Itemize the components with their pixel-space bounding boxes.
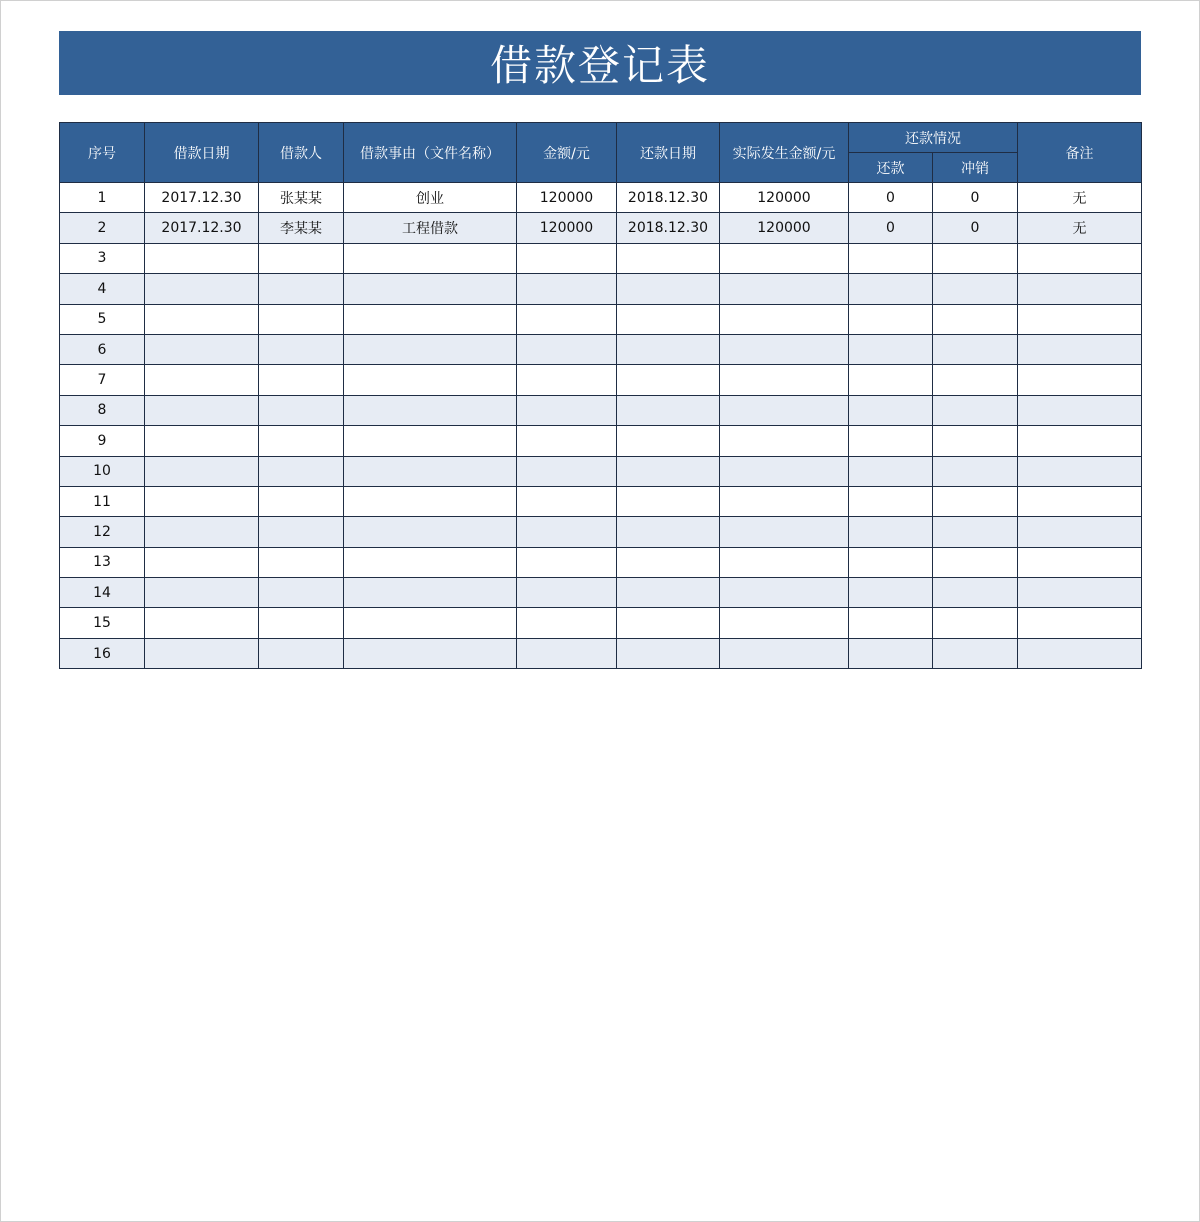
cell-remarks[interactable] [1018,547,1142,577]
cell-loan-date[interactable] [145,456,259,486]
cell-repay-date[interactable] [617,638,720,668]
cell-loan-date[interactable] [145,334,259,364]
cell-reason[interactable] [344,578,517,608]
cell-repay-date[interactable] [617,426,720,456]
cell-reason[interactable] [344,608,517,638]
cell-remarks[interactable] [1018,334,1142,364]
cell-amount[interactable] [517,638,617,668]
cell-repay-date[interactable]: 2018.12.30 [617,183,720,213]
cell-repay-date[interactable] [617,395,720,425]
cell-remarks[interactable] [1018,578,1142,608]
table-row [60,547,1142,577]
cell-repay[interactable] [849,456,933,486]
cell-reason[interactable] [344,243,517,273]
cell-remarks[interactable] [1018,395,1142,425]
cell-repay-date[interactable] [617,365,720,395]
cell-actual-amount[interactable] [720,547,849,577]
cell-borrower[interactable] [259,486,344,516]
cell-reason[interactable]: 创业 [344,183,517,213]
cell-loan-date[interactable] [145,243,259,273]
cell-repay-date[interactable] [617,304,720,334]
cell-remarks[interactable]: 无 [1018,213,1142,243]
cell-borrower[interactable] [259,395,344,425]
cell-amount[interactable] [517,365,617,395]
table-row [60,456,1142,486]
cell-actual-amount[interactable] [720,426,849,456]
cell-seq[interactable]: 8 [60,395,145,425]
cell-actual-amount[interactable] [720,395,849,425]
cell-remarks[interactable] [1018,274,1142,304]
table-row [60,638,1142,668]
cell-reason[interactable] [344,274,517,304]
cell-loan-date[interactable] [145,426,259,456]
cell-borrower[interactable] [259,426,344,456]
header-loan-date: 借款日期 [145,123,259,183]
cell-amount[interactable] [517,243,617,273]
cell-loan-date[interactable] [145,608,259,638]
cell-loan-date[interactable] [145,486,259,516]
cell-borrower[interactable] [259,517,344,547]
cell-offset[interactable] [933,578,1018,608]
cell-reason[interactable] [344,638,517,668]
header-repay-status: 还款情况 [849,123,1018,153]
cell-offset[interactable] [933,243,1018,273]
cell-amount[interactable] [517,578,617,608]
table-row [60,608,1142,638]
cell-repay[interactable] [849,395,933,425]
cell-actual-amount[interactable] [720,334,849,364]
cell-remarks[interactable] [1018,243,1142,273]
cell-offset[interactable] [933,395,1018,425]
cell-reason[interactable] [344,486,517,516]
cell-repay-date[interactable] [617,334,720,364]
cell-amount[interactable] [517,304,617,334]
header-borrower: 借款人 [259,123,344,183]
cell-amount[interactable] [517,334,617,364]
cell-amount[interactable] [517,274,617,304]
header-seq: 序号 [60,123,145,183]
cell-seq[interactable]: 15 [60,608,145,638]
table-row [60,365,1142,395]
cell-actual-amount[interactable] [720,486,849,516]
cell-borrower[interactable] [259,547,344,577]
cell-seq[interactable]: 5 [60,304,145,334]
cell-loan-date[interactable] [145,547,259,577]
cell-seq[interactable]: 2 [60,213,145,243]
cell-offset[interactable] [933,365,1018,395]
cell-seq[interactable]: 12 [60,517,145,547]
cell-amount[interactable] [517,486,617,516]
header-actual-amount: 实际发生金额/元 [720,123,849,183]
cell-actual-amount[interactable] [720,243,849,273]
cell-actual-amount[interactable]: 120000 [720,183,849,213]
cell-actual-amount[interactable] [720,578,849,608]
cell-seq[interactable]: 6 [60,334,145,364]
cell-remarks[interactable] [1018,365,1142,395]
cell-repay-date[interactable] [617,456,720,486]
table-header [60,123,1142,183]
cell-seq[interactable]: 11 [60,486,145,516]
cell-repay-date[interactable] [617,243,720,273]
cell-actual-amount[interactable] [720,638,849,668]
cell-loan-date[interactable] [145,304,259,334]
cell-offset[interactable] [933,608,1018,638]
cell-reason[interactable] [344,456,517,486]
header-repay-date: 还款日期 [617,123,720,183]
table-row [60,426,1142,456]
cell-amount[interactable] [517,456,617,486]
cell-repay[interactable] [849,274,933,304]
cell-seq[interactable]: 14 [60,578,145,608]
cell-repay[interactable] [849,608,933,638]
cell-reason[interactable] [344,334,517,364]
cell-remarks[interactable] [1018,638,1142,668]
cell-borrower[interactable] [259,304,344,334]
header-offset: 冲销 [933,153,1018,183]
cell-borrower[interactable] [259,578,344,608]
cell-seq[interactable]: 3 [60,243,145,273]
cell-repay[interactable] [849,365,933,395]
cell-borrower[interactable] [259,608,344,638]
cell-amount[interactable] [517,517,617,547]
cell-offset[interactable] [933,486,1018,516]
cell-reason[interactable] [344,365,517,395]
cell-loan-date[interactable]: 2017.12.30 [145,183,259,213]
cell-seq[interactable]: 10 [60,456,145,486]
cell-remarks[interactable]: 无 [1018,183,1142,213]
loan-register-table [59,122,1142,669]
cell-repay[interactable] [849,638,933,668]
cell-loan-date[interactable] [145,274,259,304]
cell-reason[interactable]: 工程借款 [344,213,517,243]
table-row [60,213,1142,243]
cell-loan-date[interactable] [145,365,259,395]
cell-borrower[interactable] [259,274,344,304]
cell-offset[interactable] [933,426,1018,456]
cell-repay-date[interactable]: 2018.12.30 [617,213,720,243]
page-title: 借款登记表 [489,41,710,90]
cell-amount[interactable] [517,608,617,638]
header-repay: 还款 [849,153,933,183]
cell-actual-amount[interactable] [720,517,849,547]
cell-borrower[interactable]: 李某某 [259,213,344,243]
cell-repay[interactable] [849,243,933,273]
table-row [60,183,1142,213]
cell-repay[interactable] [849,334,933,364]
cell-reason[interactable] [344,547,517,577]
cell-repay-date[interactable] [617,517,720,547]
cell-repay[interactable]: 0 [849,183,933,213]
table-row [60,395,1142,425]
cell-amount[interactable] [517,395,617,425]
table-row [60,486,1142,516]
cell-amount[interactable] [517,547,617,577]
cell-repay-date[interactable] [617,274,720,304]
cell-loan-date[interactable] [145,395,259,425]
title-banner [59,31,1141,95]
cell-actual-amount[interactable] [720,608,849,638]
cell-repay[interactable] [849,517,933,547]
cell-seq[interactable]: 4 [60,274,145,304]
cell-remarks[interactable] [1018,456,1142,486]
cell-offset[interactable] [933,334,1018,364]
cell-remarks[interactable] [1018,517,1142,547]
cell-actual-amount[interactable]: 120000 [720,213,849,243]
table-row [60,517,1142,547]
cell-offset[interactable]: 0 [933,183,1018,213]
cell-repay-date[interactable] [617,486,720,516]
cell-reason[interactable] [344,517,517,547]
cell-offset[interactable] [933,547,1018,577]
cell-reason[interactable] [344,304,517,334]
header-reason: 借款事由（文件名称） [344,123,517,183]
table-row [60,274,1142,304]
cell-loan-date[interactable] [145,578,259,608]
cell-repay[interactable] [849,426,933,456]
cell-offset[interactable] [933,517,1018,547]
table-row [60,304,1142,334]
cell-actual-amount[interactable] [720,274,849,304]
cell-repay[interactable] [849,547,933,577]
cell-repay[interactable] [849,304,933,334]
cell-loan-date[interactable]: 2017.12.30 [145,213,259,243]
cell-remarks[interactable] [1018,426,1142,456]
cell-borrower[interactable] [259,638,344,668]
cell-remarks[interactable] [1018,304,1142,334]
cell-loan-date[interactable] [145,638,259,668]
table-row [60,334,1142,364]
cell-offset[interactable] [933,638,1018,668]
cell-offset[interactable] [933,456,1018,486]
cell-borrower[interactable] [259,365,344,395]
cell-repay-date[interactable] [617,578,720,608]
cell-offset[interactable] [933,274,1018,304]
cell-repay-date[interactable] [617,608,720,638]
cell-seq[interactable]: 9 [60,426,145,456]
cell-remarks[interactable] [1018,608,1142,638]
cell-borrower[interactable] [259,456,344,486]
cell-repay[interactable] [849,578,933,608]
cell-repay[interactable]: 0 [849,213,933,243]
cell-seq[interactable]: 13 [60,547,145,577]
cell-repay-date[interactable] [617,547,720,577]
table-row [60,578,1142,608]
cell-seq[interactable]: 1 [60,183,145,213]
cell-actual-amount[interactable] [720,365,849,395]
cell-seq[interactable]: 16 [60,638,145,668]
cell-borrower[interactable] [259,243,344,273]
cell-reason[interactable] [344,395,517,425]
cell-loan-date[interactable] [145,517,259,547]
cell-actual-amount[interactable] [720,304,849,334]
cell-seq[interactable]: 7 [60,365,145,395]
header-remarks: 备注 [1018,123,1142,183]
cell-reason[interactable] [344,426,517,456]
table-body [60,183,1142,669]
cell-remarks[interactable] [1018,486,1142,516]
cell-borrower[interactable] [259,334,344,364]
table-row [60,243,1142,273]
cell-amount[interactable]: 120000 [517,183,617,213]
cell-repay[interactable] [849,486,933,516]
cell-offset[interactable]: 0 [933,213,1018,243]
cell-offset[interactable] [933,304,1018,334]
header-amount: 金额/元 [517,123,617,183]
cell-amount[interactable]: 120000 [517,213,617,243]
cell-actual-amount[interactable] [720,456,849,486]
cell-borrower[interactable]: 张某某 [259,183,344,213]
cell-amount[interactable] [517,426,617,456]
